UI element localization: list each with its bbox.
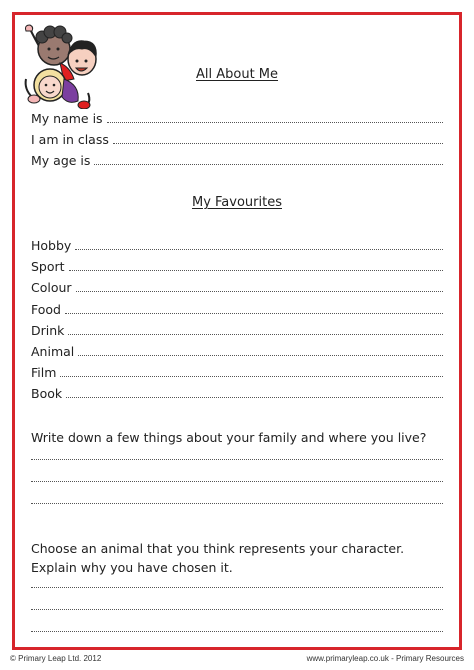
- favourites-title: My Favourites: [191, 195, 282, 210]
- class-field-line[interactable]: [113, 143, 443, 144]
- family-question-text: Write down a few things about your family and where you live?: [31, 430, 427, 445]
- book-field-row: [31, 386, 443, 401]
- animal-question-line-2: Explain why you have chosen it.: [31, 560, 233, 575]
- hobby-field-row: [31, 238, 443, 253]
- footer-copyright: © Primary Leap Ltd. 2012: [10, 654, 102, 663]
- age-field-label: My age is: [31, 153, 91, 168]
- name-field-label: My name is: [31, 111, 103, 126]
- footer-website[interactable]: www.primaryleap.co.uk - Primary Resources: [306, 654, 464, 663]
- animal-field-row: [31, 344, 443, 359]
- animal-field-label: Animal: [31, 344, 75, 359]
- worksheet: [12, 12, 462, 650]
- food-field-row: [31, 302, 443, 317]
- animal-question: [31, 539, 443, 577]
- animal-question-line-1: Choose an animal that you think represents your character.: [31, 541, 405, 556]
- food-field-line[interactable]: [65, 313, 443, 314]
- drink-field-line[interactable]: [68, 334, 443, 335]
- book-field-label: Book: [31, 386, 63, 401]
- film-field-row: [31, 365, 443, 380]
- sport-field-row: [31, 259, 443, 274]
- family-answer-line-1[interactable]: [31, 459, 443, 460]
- drink-field-label: Drink: [31, 323, 65, 338]
- colour-field-label: Colour: [31, 280, 72, 295]
- colour-field-row: [31, 280, 443, 295]
- family-question: [31, 428, 443, 447]
- class-field-row: [31, 132, 443, 147]
- sport-field-label: Sport: [31, 259, 65, 274]
- film-field-label: Film: [31, 365, 57, 380]
- children-faces-icon: [20, 19, 104, 109]
- animal-answer-line-3[interactable]: [31, 631, 443, 632]
- animal-field-line[interactable]: [78, 355, 443, 356]
- sport-field-line[interactable]: [69, 270, 443, 271]
- book-field-line[interactable]: [66, 397, 443, 398]
- age-field-line[interactable]: [94, 164, 443, 165]
- film-field-line[interactable]: [60, 376, 443, 377]
- hobby-field-label: Hobby: [31, 238, 72, 253]
- class-field-label: I am in class: [31, 132, 109, 147]
- colour-field-line[interactable]: [76, 291, 443, 292]
- age-field-row: [31, 153, 443, 168]
- about-title: All About Me: [195, 67, 279, 82]
- food-field-label: Food: [31, 302, 61, 317]
- animal-answer-line-2[interactable]: [31, 609, 443, 610]
- hobby-field-line[interactable]: [75, 249, 443, 250]
- family-answer-line-2[interactable]: [31, 481, 443, 482]
- animal-answer-line-1[interactable]: [31, 587, 443, 588]
- name-field-row: [31, 111, 443, 126]
- family-answer-line-3[interactable]: [31, 503, 443, 504]
- name-field-line[interactable]: [107, 122, 443, 123]
- drink-field-row: [31, 323, 443, 338]
